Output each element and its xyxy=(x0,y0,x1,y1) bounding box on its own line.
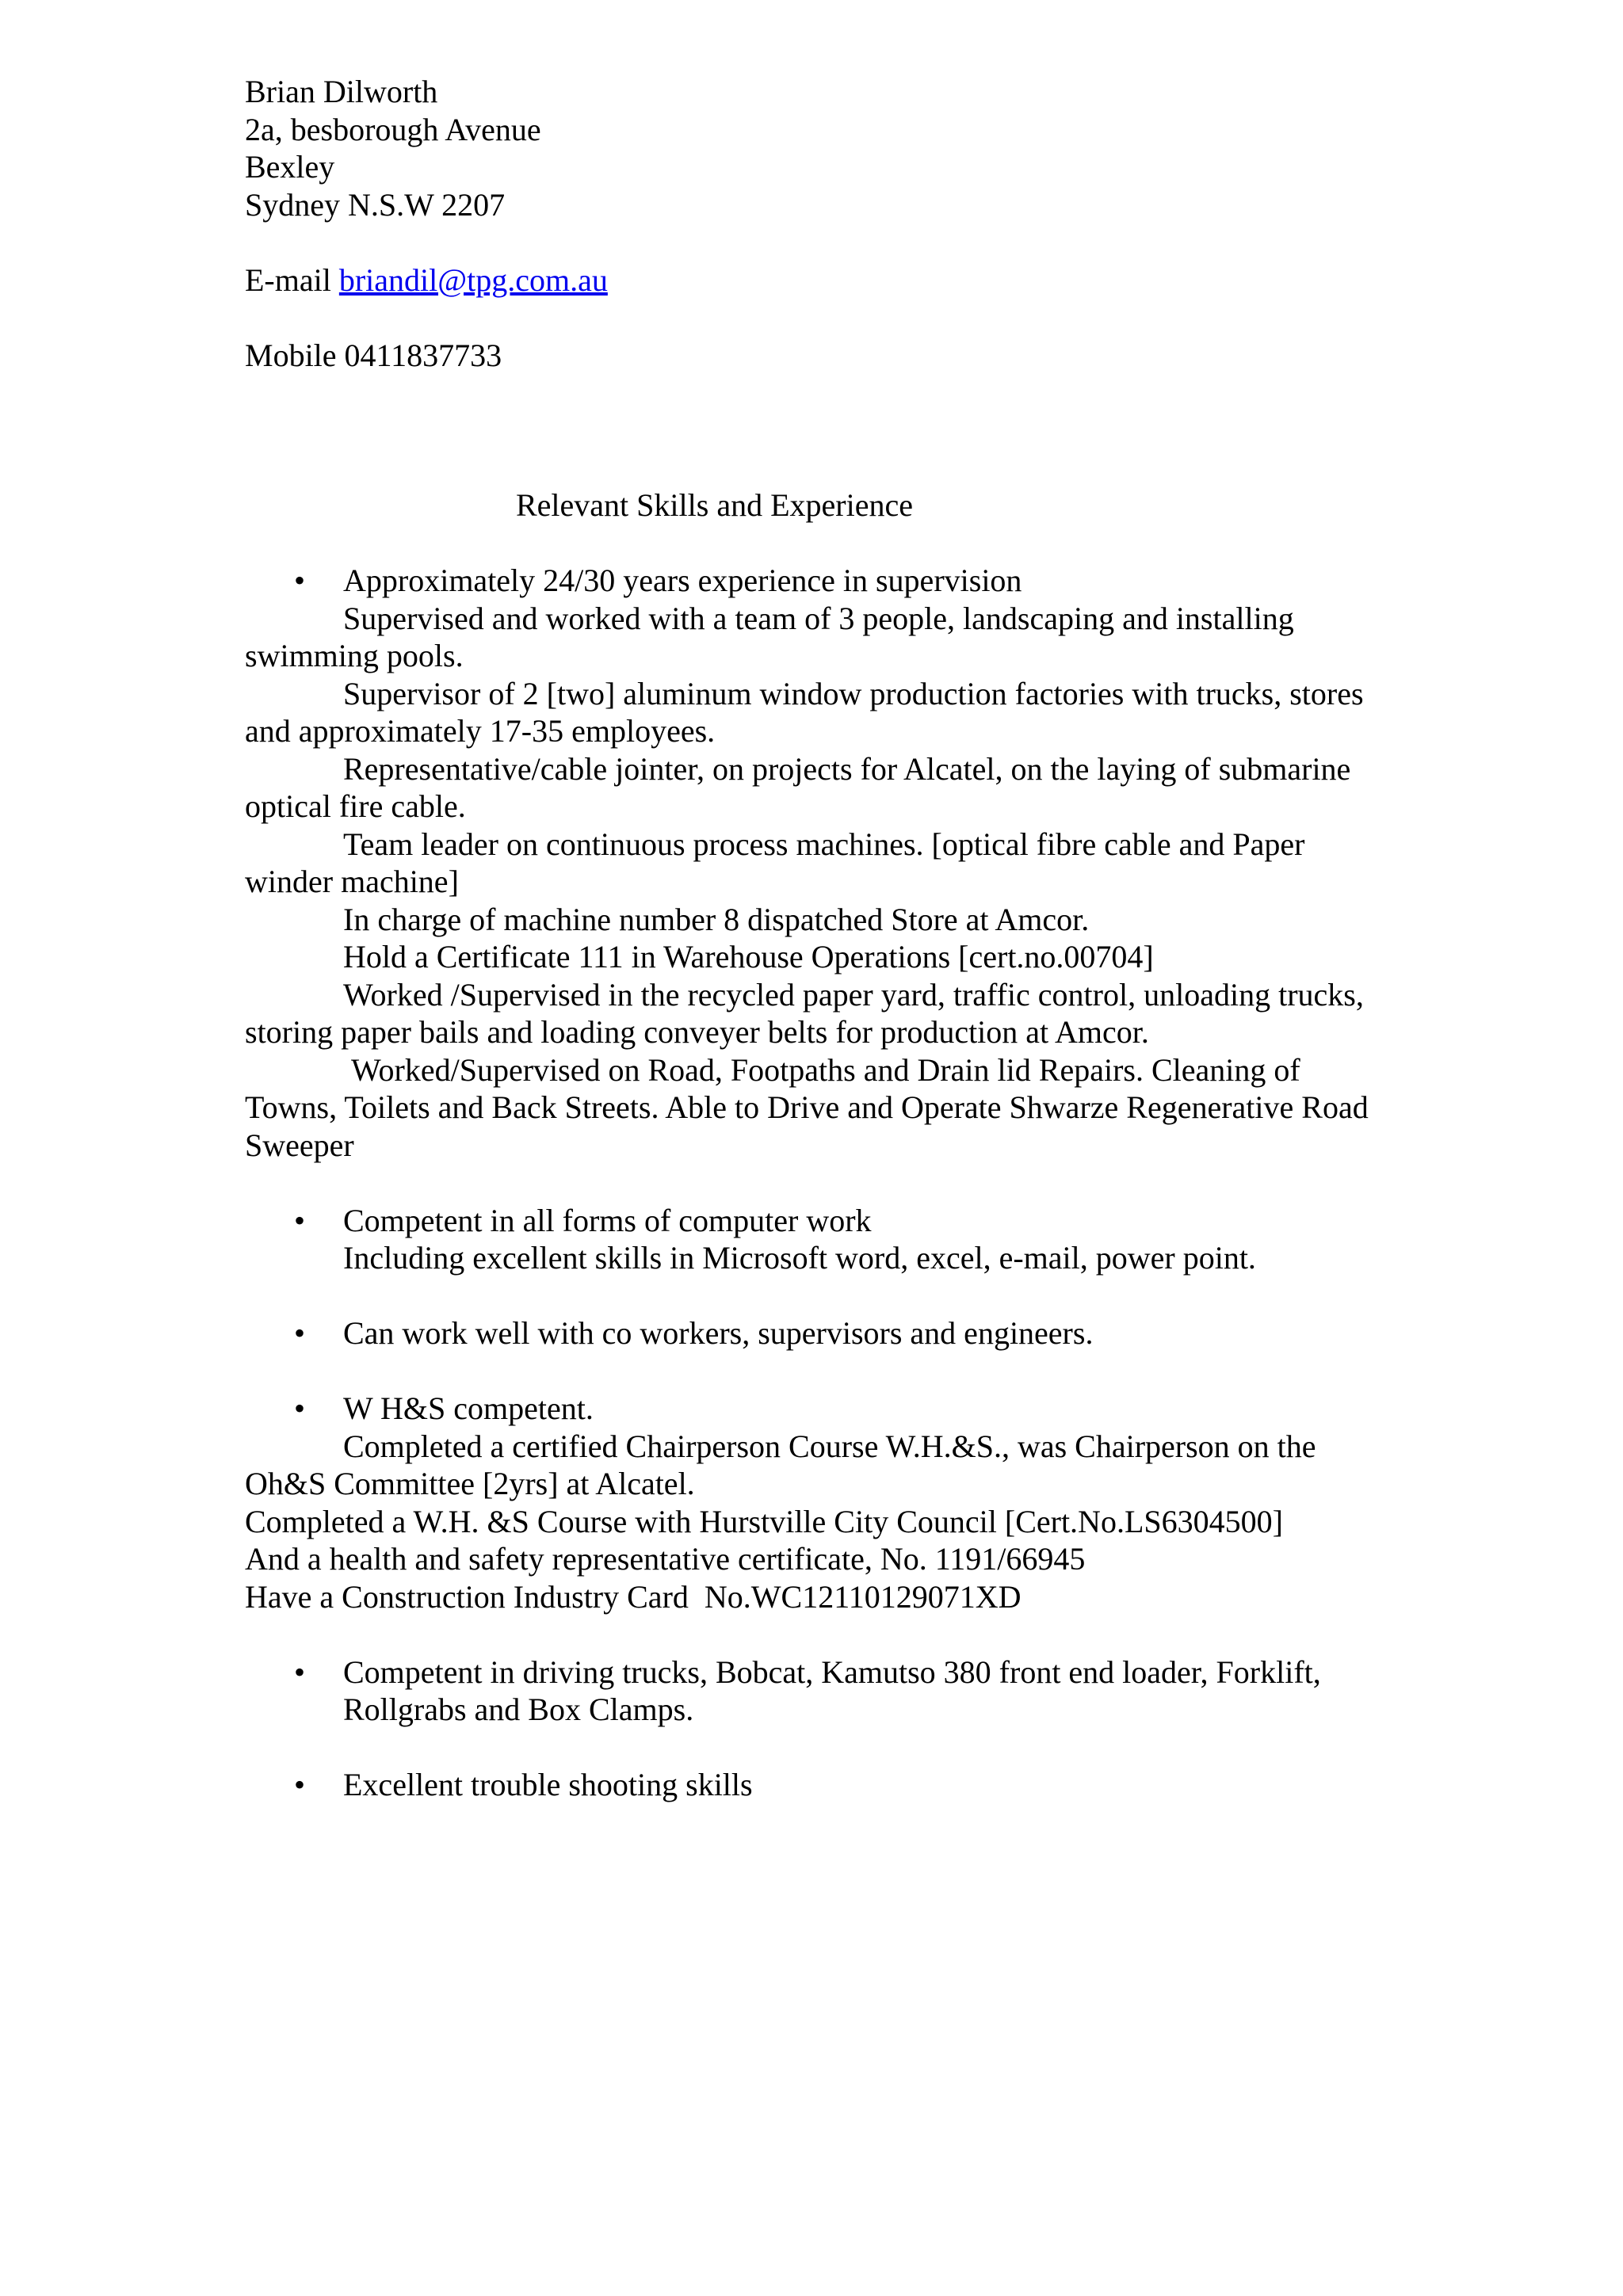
address-line-1: 2a, besborough Avenue xyxy=(245,111,541,147)
list-item xyxy=(245,1390,1370,1428)
contact-block xyxy=(245,73,1370,374)
list-item xyxy=(245,1202,1370,1277)
paragraph: In charge of machine number 8 dispatched Store at Amcor. xyxy=(343,901,1090,937)
bullet-subtext: Including excellent skills in Microsoft word, excel, e-mail, power point. xyxy=(343,1240,1256,1276)
bullet-text: Excellent trouble shooting skills xyxy=(343,1767,753,1802)
paragraph: Completed a certified Chairperson Course W.H.&S., was Chairperson on the Oh&S Committee [2yrs] at Alcatel. xyxy=(245,1428,1324,1501)
bullet-icon: • xyxy=(294,1390,306,1426)
skill-section-driving xyxy=(245,1653,1370,1729)
section-heading: Relevant Skills and Experience xyxy=(516,487,913,523)
list-item xyxy=(245,562,1370,600)
certificate-line: Completed a W.H. &S Course with Hurstville City Council [Cert.No.LS6304500] xyxy=(245,1503,1283,1539)
bullet-text: Can work well with co workers, supervisors and engineers. xyxy=(343,1315,1094,1351)
contact-name: Brian Dilworth xyxy=(245,74,438,109)
paragraph: Hold a Certificate 111 in Warehouse Operations [cert.no.00704] xyxy=(343,939,1154,974)
bullet-text: W H&S competent. xyxy=(343,1390,594,1426)
bullet-icon: • xyxy=(294,1315,306,1351)
paragraph: Supervised and worked with a team of 3 people, landscaping and installing swimming pools. xyxy=(245,600,1302,673)
skill-section-troubleshooting xyxy=(245,1766,1370,1804)
email-link[interactable]: briandil@tpg.com.au xyxy=(338,261,608,298)
resume-page xyxy=(245,73,1377,1804)
list-item xyxy=(245,1653,1370,1729)
address-line-3: Sydney N.S.W 2207 xyxy=(245,186,506,223)
certificate-line: And a health and safety representative certificate, No. 1191/66945 xyxy=(245,1541,1086,1577)
email-line xyxy=(245,261,1370,299)
paragraph: Worked /Supervised in the recycled paper yard, traffic control, unloading trucks, storing paper bails and loading conveyer belts for production at Amcor. xyxy=(245,976,1372,1050)
list-item xyxy=(245,1766,1370,1804)
bullet-text: Approximately 24/30 years experience in supervision xyxy=(343,563,1022,598)
bullet-icon: • xyxy=(294,1202,306,1238)
bullet-text: Competent in all forms of computer work xyxy=(343,1202,872,1238)
paragraph: Team leader on continuous process machines. [optical fibre cable and Paper winder machine] xyxy=(245,826,1313,899)
mobile-line: Mobile 0411837733 xyxy=(245,337,502,373)
skill-section-whs xyxy=(245,1390,1370,1615)
skill-section-supervision xyxy=(245,562,1377,1164)
certificate-line: Have a Construction Industry Card No.WC12110129071XD xyxy=(245,1578,1022,1615)
skill-section-teamwork xyxy=(245,1314,1370,1352)
address-line-2: Bexley xyxy=(245,149,335,185)
list-item xyxy=(245,1314,1370,1352)
email-label: E-mail xyxy=(245,261,339,298)
skill-section-computer xyxy=(245,1202,1370,1277)
bullet-icon: • xyxy=(294,563,306,598)
bullet-icon: • xyxy=(294,1767,306,1802)
paragraph: Representative/cable jointer, on projects for Alcatel, on the laying of submarine optical fire cable. xyxy=(245,750,1359,824)
paragraph: Worked/Supervised on Road, Footpaths and Drain lid Repairs. Cleaning of Towns, Toilets and Back Streets. Able to Drive and Operate Shwarze Regenerative Road Sweeper xyxy=(245,1051,1377,1163)
bullet-icon: • xyxy=(294,1653,306,1690)
paragraph: Supervisor of 2 [two] aluminum window production factories with trucks, stores and approximately 17-35 employees. xyxy=(245,675,1372,749)
bullet-text: Competent in driving trucks, Bobcat, Kamutso 380 front end loader, Forklift, Rollgrabs and Box Clamps. xyxy=(343,1653,1329,1727)
